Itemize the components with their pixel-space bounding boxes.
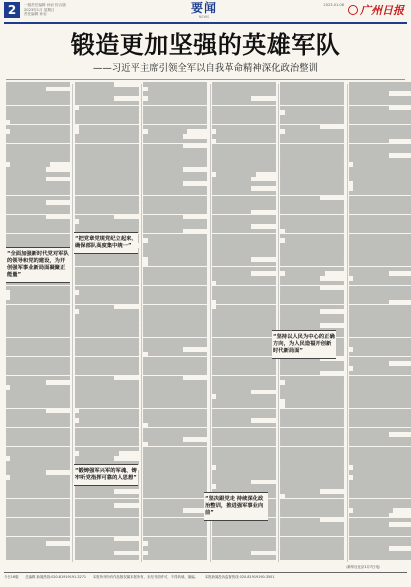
pull-quote-text: “锻铸强军兴军的军魂、铸牢听党指挥可靠的人思想” bbox=[75, 468, 137, 481]
column-rule bbox=[72, 84, 73, 562]
header-note: 责任编辑 孙岩 bbox=[24, 12, 47, 17]
pull-quote-text: “全面加强新时代党对军队的领导和党的建设，为开创强军事业新局面凝聚正能量” bbox=[7, 251, 69, 278]
page-footer: 今日16版 总编辑 新闻热线:020-81919191-3271 本报所刊所有作品版权属本报所有，未经书面许可，不得转载、摘编。 本报新闻投诉监督热线 020-81919190-3501 bbox=[4, 575, 275, 579]
text-column bbox=[349, 82, 411, 562]
pull-quote-text: “坚持以人民为中心的正确方向，为人民造福开创新时代新局面” bbox=[273, 334, 335, 354]
newspaper-name: 广州日报 bbox=[360, 4, 404, 17]
masthead bbox=[0, 0, 411, 28]
text-column bbox=[280, 82, 344, 562]
pull-quote-text: “把党章党规党纪立起来、确保部队高度集中统一” bbox=[75, 236, 137, 249]
header-notes bbox=[24, 3, 114, 17]
column-rule bbox=[278, 84, 279, 562]
newspaper-logo bbox=[348, 3, 408, 19]
column-rule bbox=[141, 84, 142, 562]
text-column bbox=[212, 82, 276, 562]
pull-quote bbox=[272, 330, 336, 359]
text-column bbox=[6, 82, 70, 562]
pull-quote bbox=[74, 464, 138, 486]
pull-quote bbox=[74, 232, 138, 254]
page-number: 2 bbox=[4, 2, 20, 18]
emblem-icon bbox=[348, 5, 358, 15]
column-rule bbox=[210, 84, 211, 562]
article-subhead: ——习近平主席引领全军以自我革命精神深化政治整训 bbox=[92, 63, 318, 74]
pull-quote bbox=[204, 492, 268, 521]
text-column bbox=[75, 82, 139, 562]
headline-rule bbox=[6, 79, 405, 80]
text-column bbox=[143, 82, 207, 562]
issue-date: 2023.01.08 bbox=[323, 3, 344, 7]
header-note: 2023年1月 星期日 bbox=[24, 7, 55, 12]
section-title-en: NEWS bbox=[198, 15, 210, 19]
column-rule bbox=[347, 84, 348, 562]
footer-rule bbox=[4, 572, 407, 573]
article-headline: 锻造更加坚强的英雄军队 bbox=[70, 30, 341, 59]
pull-quote-text: “坚决跟党走 持续深化政治整训，推进强军事业向前” bbox=[205, 496, 264, 516]
article-source: （新华社北京1月7日电） bbox=[344, 565, 383, 569]
section-title: 要闻 bbox=[190, 1, 217, 15]
masthead-rule bbox=[4, 22, 407, 24]
pull-quote bbox=[6, 247, 70, 283]
header-note: 一版责任编辑 孙岩 综合版 bbox=[24, 3, 66, 7]
